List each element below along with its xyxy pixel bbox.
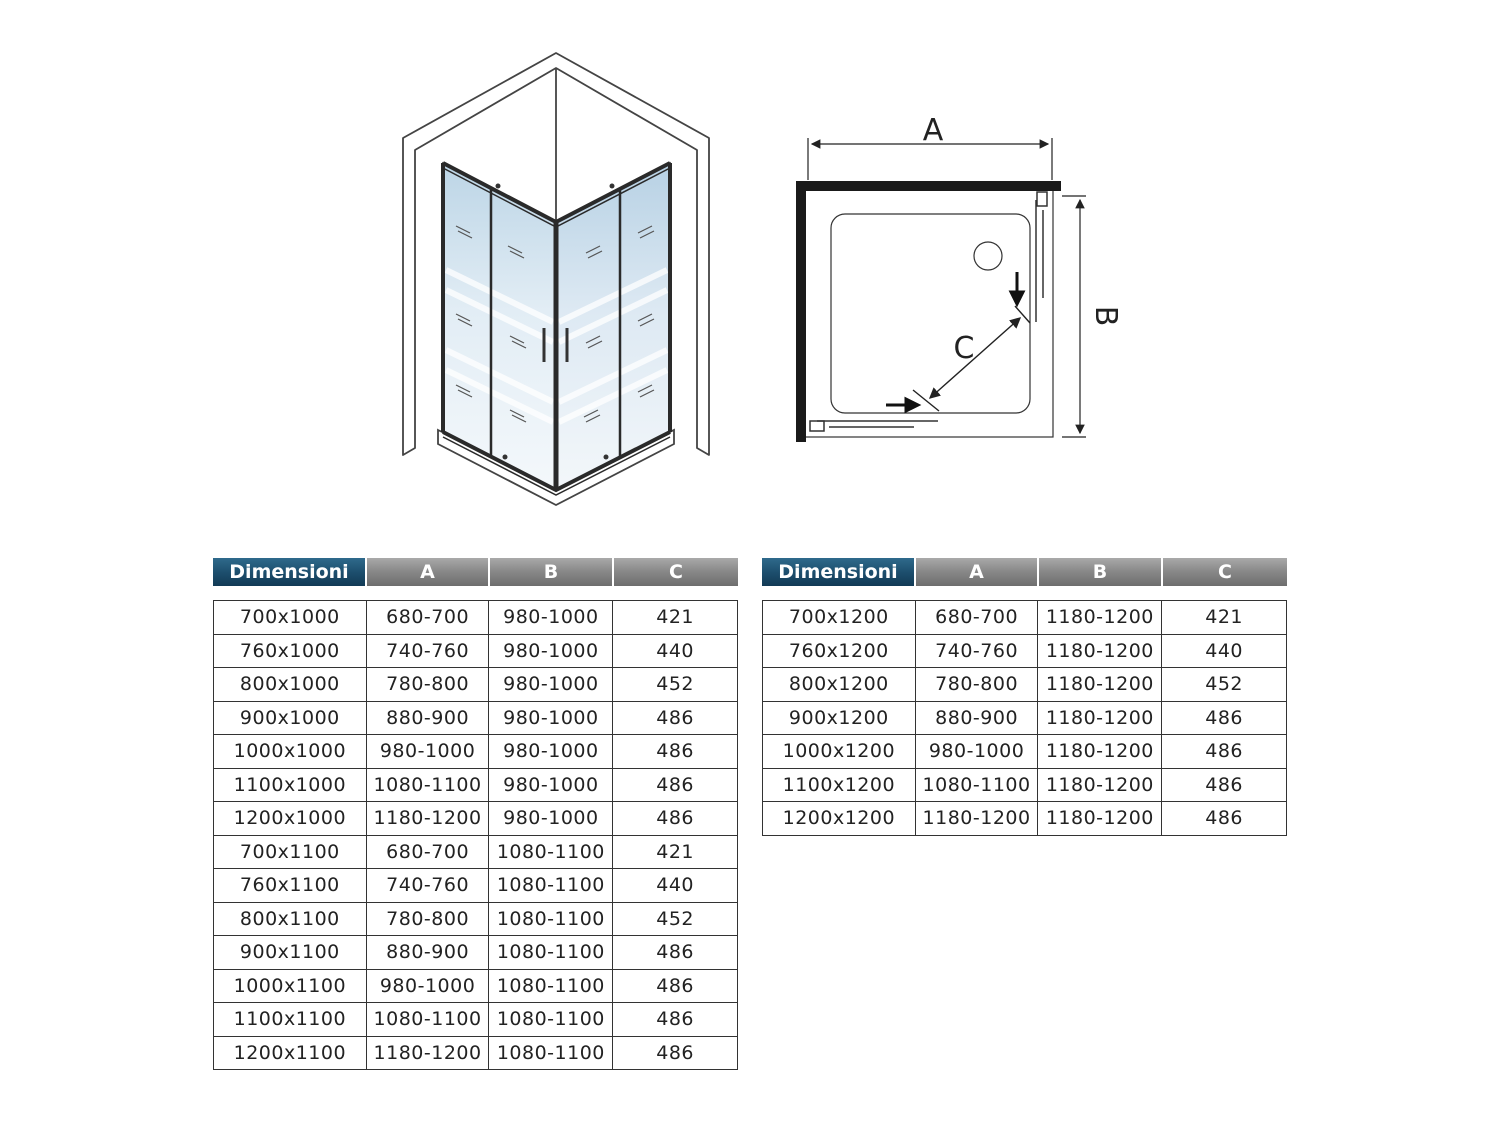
header-c: C — [1163, 558, 1287, 586]
cell-b: 980-1000 — [489, 802, 613, 835]
cell-b: 1180-1200 — [1038, 802, 1162, 835]
cell-a: 780-800 — [916, 668, 1039, 701]
header-dimensioni: Dimensioni — [213, 558, 367, 586]
shower-enclosure-illustration — [395, 45, 715, 515]
cell-a: 1180-1200 — [367, 802, 490, 835]
table-row — [214, 869, 737, 903]
cell-b: 1180-1200 — [1038, 702, 1162, 735]
table-body — [213, 600, 738, 1070]
cell-c: 486 — [1205, 740, 1243, 763]
cell-a: 740-760 — [367, 635, 490, 668]
cell-dimensioni: 760x1000 — [214, 635, 367, 668]
cell-a: 680-700 — [916, 601, 1039, 634]
cell-dimensioni: 700x1100 — [214, 836, 367, 869]
cell-dimensioni: 1100x1100 — [214, 1003, 367, 1036]
table-row — [214, 702, 737, 736]
dimensions-table-right — [762, 558, 1287, 836]
cell-a: 680-700 — [367, 601, 490, 634]
cell-c: 486 — [1205, 773, 1243, 796]
table-header — [762, 558, 1287, 586]
cell-c: 486 — [656, 974, 694, 997]
cell-dimensioni: 1200x1000 — [214, 802, 367, 835]
cell-b: 980-1000 — [489, 735, 613, 768]
dimension-a-label: A — [922, 113, 944, 148]
dimension-c-label: C — [953, 331, 975, 366]
cell-dimensioni: 1200x1200 — [763, 802, 916, 835]
cell-a: 1080-1100 — [367, 1003, 490, 1036]
table-row — [214, 635, 737, 669]
dimensions-table-left — [213, 558, 738, 1070]
cell-dimensioni: 1100x1200 — [763, 769, 916, 802]
header-c: C — [614, 558, 738, 586]
cell-dimensioni: 1000x1200 — [763, 735, 916, 768]
table-row — [763, 735, 1286, 769]
header-a: A — [916, 558, 1039, 586]
cell-dimensioni: 1100x1000 — [214, 769, 367, 802]
header-b: B — [490, 558, 614, 586]
plan-sliding-doors — [810, 192, 1047, 431]
cell-b: 1080-1100 — [489, 869, 613, 902]
cell-dimensioni: 800x1000 — [214, 668, 367, 701]
cell-c: 486 — [656, 706, 694, 729]
dimension-b — [1062, 196, 1086, 437]
cell-c: 486 — [1205, 706, 1243, 729]
cell-dimensioni: 1000x1000 — [214, 735, 367, 768]
cell-c: 486 — [1205, 807, 1243, 830]
cell-a: 980-1000 — [367, 970, 490, 1003]
header-a: A — [367, 558, 490, 586]
table-row — [214, 836, 737, 870]
cell-c: 486 — [656, 1008, 694, 1031]
header-b: B — [1039, 558, 1163, 586]
cell-a: 1180-1200 — [916, 802, 1039, 835]
cell-dimensioni: 760x1100 — [214, 869, 367, 902]
table-row — [214, 1003, 737, 1037]
cell-dimensioni: 760x1200 — [763, 635, 916, 668]
cell-c: 452 — [1205, 673, 1243, 696]
cell-a: 980-1000 — [916, 735, 1039, 768]
cell-b: 1080-1100 — [489, 1003, 613, 1036]
table-row — [763, 635, 1286, 669]
cell-b: 1180-1200 — [1038, 668, 1162, 701]
cell-b: 1180-1200 — [1038, 635, 1162, 668]
cell-dimensioni: 1000x1100 — [214, 970, 367, 1003]
cell-b: 1080-1100 — [489, 936, 613, 969]
cell-c: 486 — [656, 941, 694, 964]
table-row — [763, 601, 1286, 635]
cell-a: 680-700 — [367, 836, 490, 869]
cell-dimensioni: 900x1200 — [763, 702, 916, 735]
table-row — [763, 802, 1286, 836]
cell-a: 880-900 — [916, 702, 1039, 735]
table-row — [763, 702, 1286, 736]
cell-b: 980-1000 — [489, 601, 613, 634]
cell-c: 440 — [656, 639, 694, 662]
cell-c: 486 — [656, 1041, 694, 1064]
cell-c: 440 — [656, 874, 694, 897]
cell-a: 880-900 — [367, 936, 490, 969]
cell-a: 980-1000 — [367, 735, 490, 768]
cell-a: 1180-1200 — [367, 1037, 490, 1070]
cell-b: 980-1000 — [489, 769, 613, 802]
table-row — [763, 668, 1286, 702]
table-row — [214, 668, 737, 702]
cell-c: 421 — [656, 840, 694, 863]
cell-dimensioni: 900x1000 — [214, 702, 367, 735]
cell-dimensioni: 800x1100 — [214, 903, 367, 936]
table-row — [763, 769, 1286, 803]
cell-b: 980-1000 — [489, 668, 613, 701]
header-dimensioni: Dimensioni — [762, 558, 916, 586]
cell-c: 486 — [656, 807, 694, 830]
cell-dimensioni: 900x1100 — [214, 936, 367, 969]
cell-a: 740-760 — [916, 635, 1039, 668]
cell-c: 421 — [1205, 606, 1243, 629]
cell-c: 452 — [656, 907, 694, 930]
cell-b: 1180-1200 — [1038, 601, 1162, 634]
cell-b: 980-1000 — [489, 635, 613, 668]
cell-b: 1080-1100 — [489, 903, 613, 936]
table-row — [214, 735, 737, 769]
plan-outline — [800, 186, 1053, 437]
cell-dimensioni: 700x1000 — [214, 601, 367, 634]
cell-c: 452 — [656, 673, 694, 696]
cell-dimensioni: 1200x1100 — [214, 1037, 367, 1070]
table-row — [214, 1037, 737, 1071]
table-row — [214, 970, 737, 1004]
cell-a: 780-800 — [367, 903, 490, 936]
cell-b: 1080-1100 — [489, 1037, 613, 1070]
table-header — [213, 558, 738, 586]
cell-c: 486 — [656, 773, 694, 796]
table-body — [762, 600, 1287, 836]
table-row — [214, 601, 737, 635]
cell-b: 1180-1200 — [1038, 735, 1162, 768]
cell-b: 980-1000 — [489, 702, 613, 735]
cell-b: 1080-1100 — [489, 970, 613, 1003]
cell-b: 1080-1100 — [489, 836, 613, 869]
cell-c: 440 — [1205, 639, 1243, 662]
cell-a: 780-800 — [367, 668, 490, 701]
cell-dimensioni: 700x1200 — [763, 601, 916, 634]
cell-a: 1080-1100 — [916, 769, 1039, 802]
cell-dimensioni: 800x1200 — [763, 668, 916, 701]
plan-view-diagram — [785, 105, 1123, 455]
table-row — [214, 802, 737, 836]
dimension-b-label: B — [1088, 305, 1123, 327]
cell-b: 1180-1200 — [1038, 769, 1162, 802]
cell-c: 421 — [656, 606, 694, 629]
cell-a: 1080-1100 — [367, 769, 490, 802]
table-row — [214, 769, 737, 803]
cell-c: 486 — [656, 740, 694, 763]
cell-a: 880-900 — [367, 702, 490, 735]
table-row — [214, 936, 737, 970]
cell-a: 740-760 — [367, 869, 490, 902]
table-row — [214, 903, 737, 937]
